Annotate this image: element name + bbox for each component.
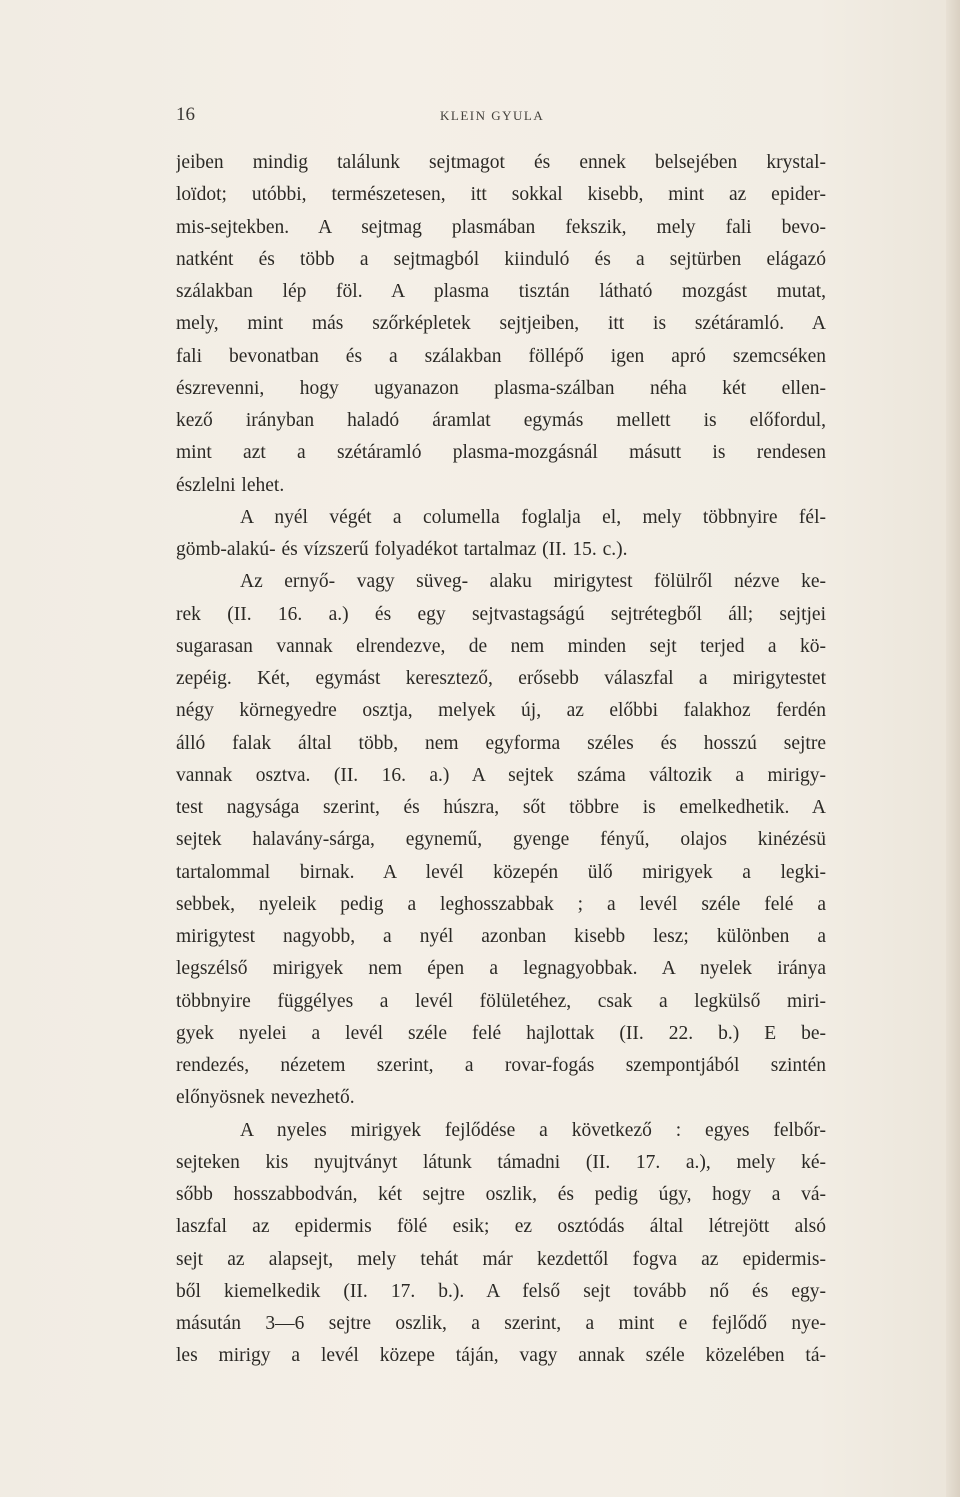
page-header (176, 100, 826, 130)
text-line: sőbb hosszabbodván, két sejtre oszlik, és pedig úgy, hogy a vá- (176, 1184, 826, 1205)
text-line: sejt az alapsejt, mely tehát már kezdettől fogva az epidermis- (176, 1248, 826, 1270)
text-line: test nagysága szerint, és húszra, sőt többre is emelkedhetik. A (176, 797, 826, 818)
text-line: jeiben mindig találunk sejtmagot és ennek belsejében krystal- (176, 152, 826, 173)
text-line: kező irányban haladó áramlat egymás mellett is előfordul, (176, 410, 826, 431)
text-line: ből kiemelkedik (II. 17. b.). A felső sejt tovább nő és egy- (176, 1280, 826, 1302)
text-line: gömb-alakú- és vízszerű folyadékot tartalmaz (II. 15. c.). (176, 539, 628, 560)
text-line: vannak osztva. (II. 16. a.) A sejtek száma változik a mirigy- (176, 764, 826, 786)
running-head: KLEIN GYULA (440, 108, 545, 123)
text-line: les mirigy a levél közepe táján, vagy annak széle közelében tá- (176, 1345, 826, 1367)
text-line: másután 3—6 sejtre oszlik, a szerint, a mint e fejlődő nye- (176, 1313, 826, 1334)
page-number: 16 (176, 104, 195, 125)
text-line: észrevenni, hogy ugyanazon plasma-szálban néha két ellen- (176, 377, 826, 399)
text-line: Az ernyő- vagy süveg- alaku mirigytest fölülről nézve ke- (240, 571, 826, 593)
page-edge-shadow (946, 0, 960, 1497)
text-line: fali bevonatban és a szálakban föllépő igen apró szemcséken (176, 345, 826, 367)
text-line: mint azt a szétáramló plasma-mozgásnál másutt is rendesen (176, 442, 826, 464)
text-line: mirigytest nagyobb, a nyél azonban kisebb lesz; különben a (176, 926, 826, 947)
text-line: tartalommal birnak. A levél közepén ülő mirigyek a legki- (176, 861, 826, 883)
text-line: laszfal az epidermis fölé esik; ez osztódás által létrejött alsó (176, 1216, 826, 1238)
text-line: mely, mint más szőrképletek sejtjeiben, itt is szétáramló. A (176, 313, 826, 335)
text-line: négy körnegyedre osztja, melyek új, az előbbi falakhoz ferdén (176, 700, 826, 722)
text-line: gyek nyelei a levél széle felé hajlottak (II. 22. b.) E be- (176, 1022, 826, 1044)
text-line: legszélső mirigyek nem épen a legnagyobbak. A nyelek iránya (176, 958, 826, 980)
text-line: sebbek, nyeleik pedig a leghosszabbak ; a levél széle felé a (176, 893, 826, 915)
text-line: A nyeles mirigyek fejlődése a következő : egyes felbőr- (240, 1119, 826, 1141)
text-line: sejteken kis nyujtványt látunk támadni (II. 17. a.), mely ké- (176, 1151, 826, 1173)
body-text (176, 147, 826, 1373)
text-line: sejtek halavány-sárga, egynemű, gyenge fényű, olajos kinézésü (176, 829, 826, 851)
text-line: zepéig. Két, egymást keresztező, erősebb válaszfal a mirigytestet (176, 668, 826, 689)
text-line: álló falak által több, nem egyforma széles és hosszú sejtre (176, 732, 826, 754)
text-line: szálakban lép föl. A plasma tisztán látható mozgást mutat, (176, 281, 826, 302)
text-line: rendezés, nézetem szerint, a rovar-fogás szempontjából szintén (176, 1055, 826, 1076)
text-line: többnyire függélyes a levél fölületéhez, csak a legkülső miri- (176, 990, 826, 1012)
text-line: mis-sejtekben. A sejtmag plasmában fekszik, mely fali bevo- (176, 216, 826, 238)
text-line: loïdot; utóbbi, természetesen, itt sokkal kisebb, mint az epider- (176, 184, 826, 206)
text-line: előnyösnek nevezhető. (176, 1087, 355, 1109)
text-line: natként és több a sejtmagból kiinduló és a sejtürben elágazó (176, 248, 826, 270)
text-line: észlelni lehet. (176, 474, 285, 496)
text-line: rek (II. 16. a.) és egy sejtvastagságú sejtrétegből áll; sejtjei (176, 603, 826, 625)
text-line: A nyél végét a columella foglalja el, mely többnyire fél- (240, 506, 826, 528)
text-line: sugarasan vannak elrendezve, de nem minden sejt terjed a kö- (176, 635, 826, 657)
